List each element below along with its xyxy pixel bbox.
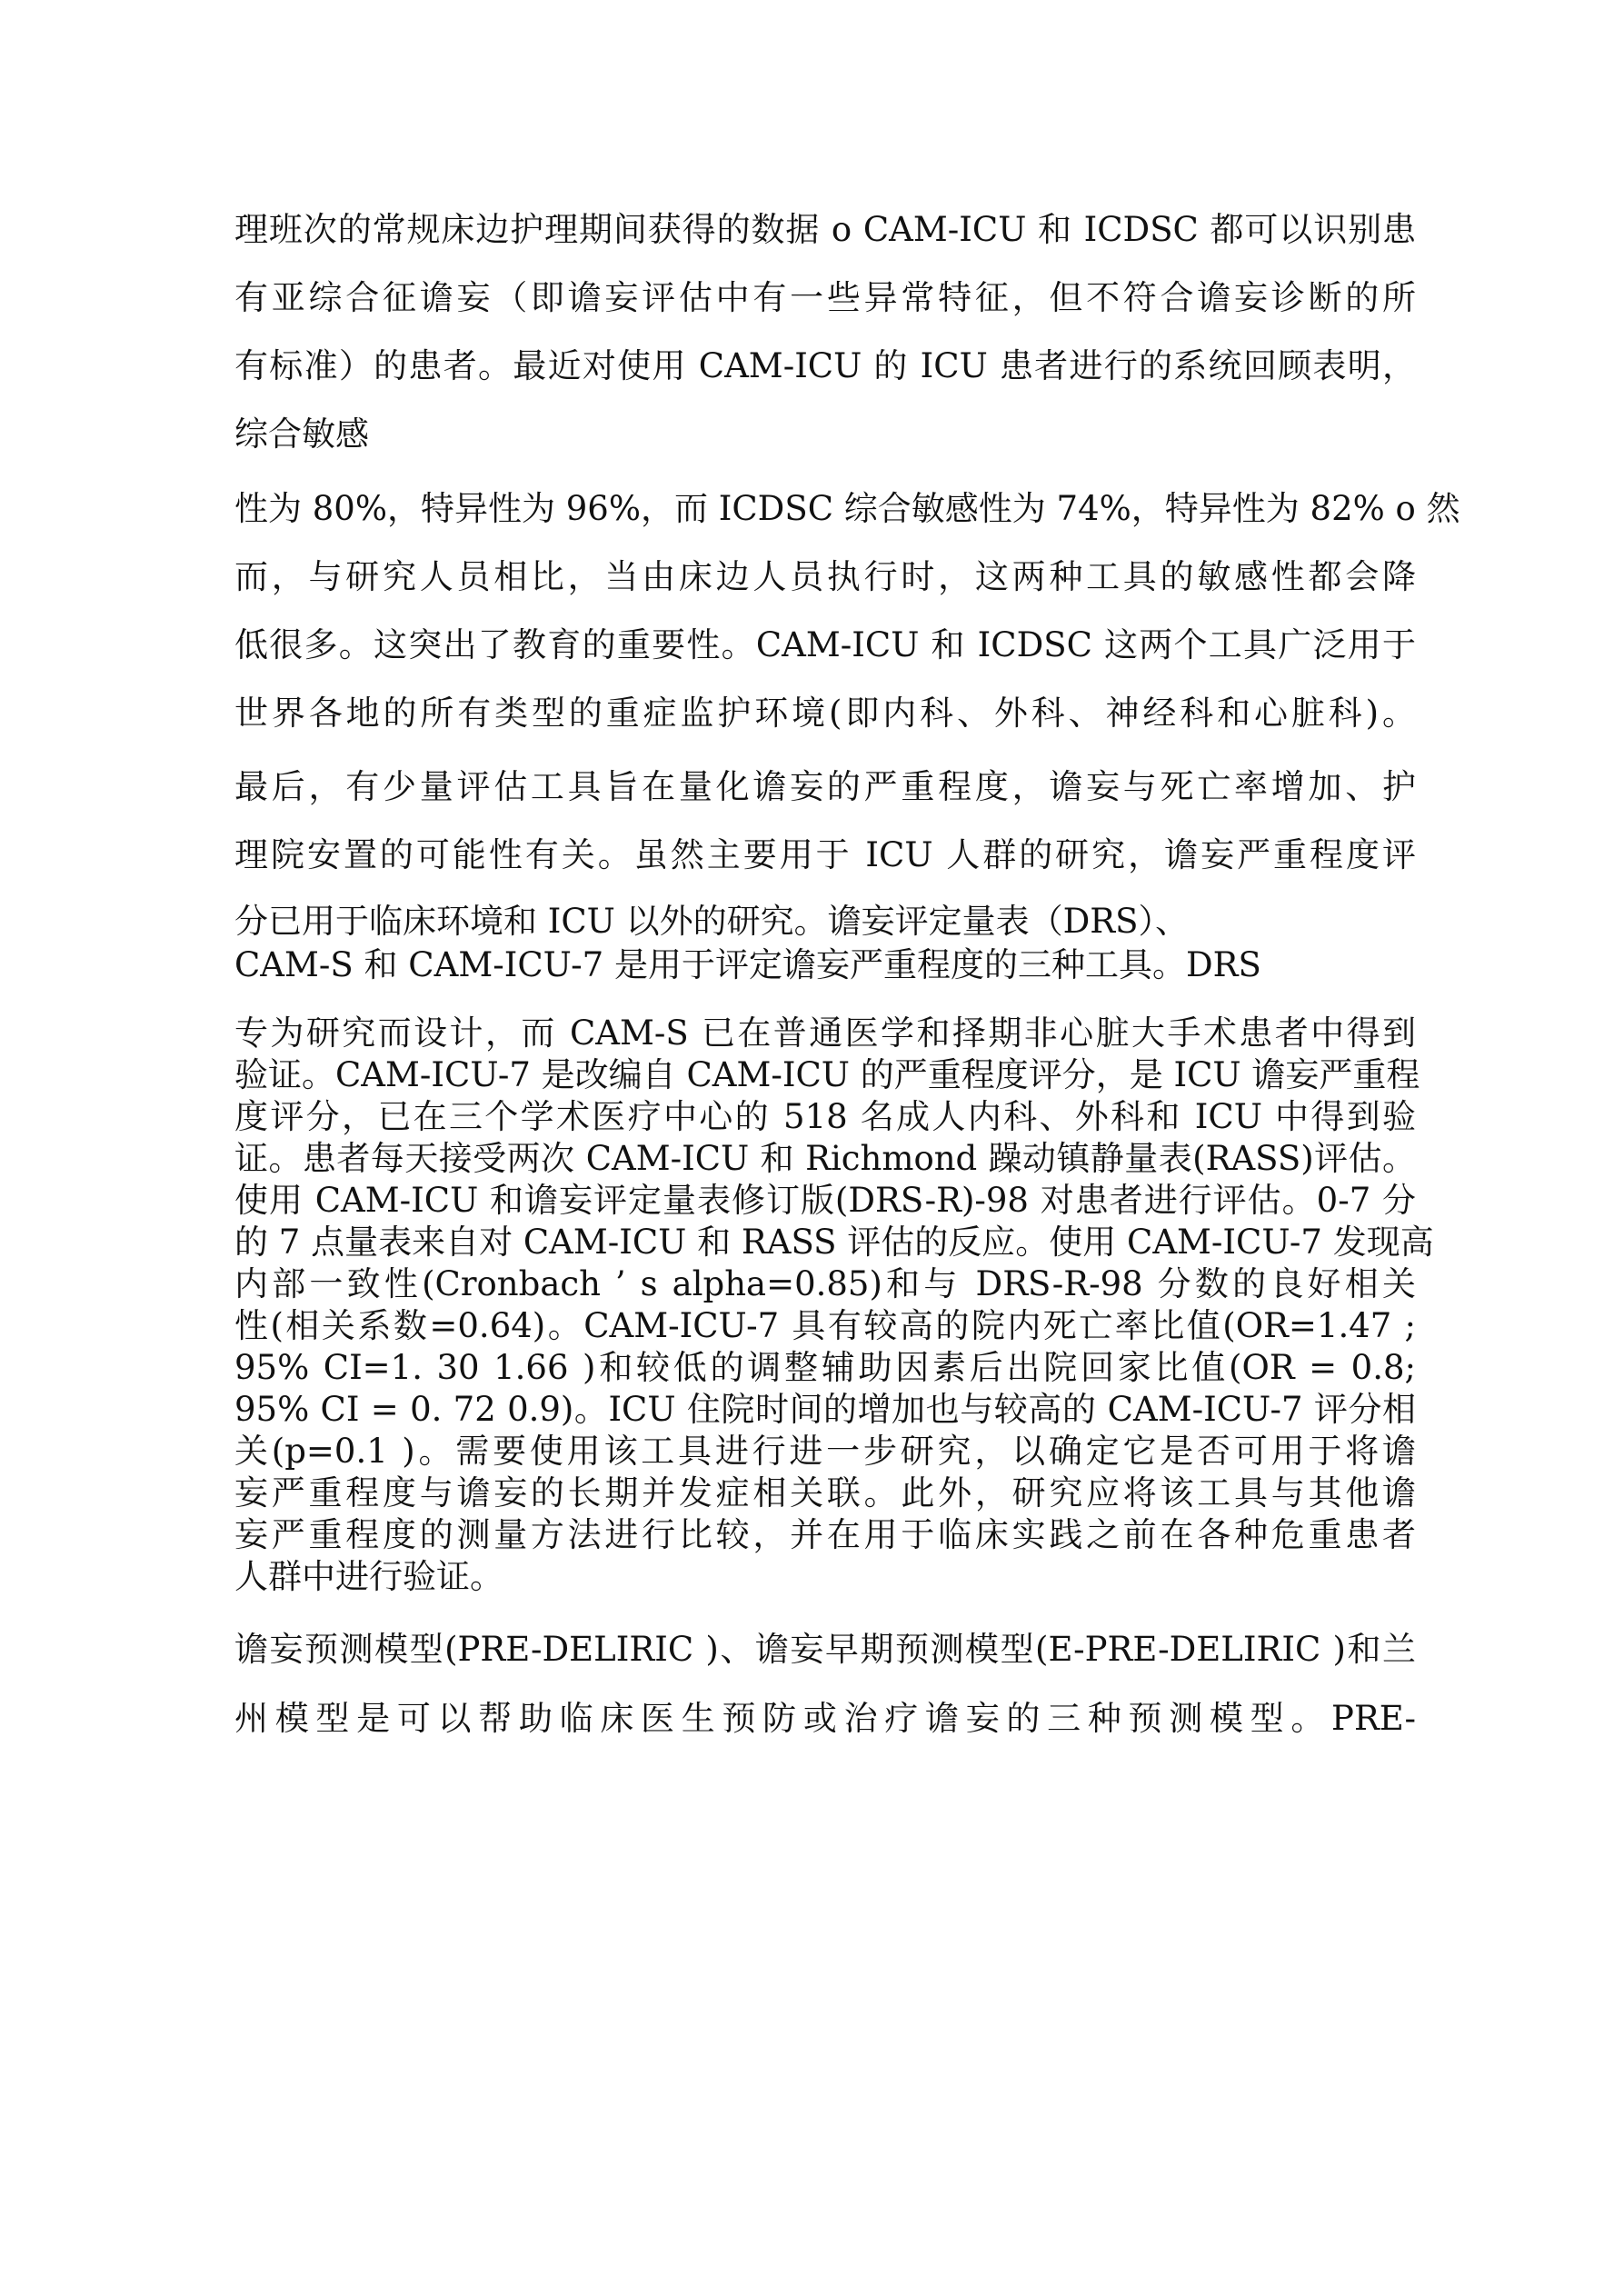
text-line: 人群中进行验证。 bbox=[234, 1557, 503, 1596]
text-line: 谵妄预测模型(PRE-DELIRIC )、谵妄早期预测模型(E-PRE-DELIRIC )和兰 bbox=[234, 1630, 1416, 1669]
text-line: 妄严重程度的测量方法进行比较，并在用于临床实践之前在各种危重患者 bbox=[234, 1515, 1416, 1554]
text-line: 理班次的常规床边护理期间获得的数据 o CAM-ICU 和 ICDSC 都可以识别患 bbox=[234, 210, 1416, 249]
text-line: 性为 80%，特异性为 96%，而 ICDSC 综合敏感性为 74%，特异性为 82% o 然 bbox=[234, 489, 1460, 528]
text-line: 95% CI=1. 30 1.66 )和较低的调整辅助因素后出院回家比值(OR = 0.8; bbox=[234, 1348, 1416, 1387]
text-line: 证。患者每天接受两次 CAM-ICU 和 Richmond 躁动镇静量表(RASS)评估。 bbox=[234, 1139, 1416, 1178]
text-line: 世界各地的所有类型的重症监护环境(即内科、外科、神经科和心脏科)。 bbox=[234, 694, 1416, 733]
text-line: 妄严重程度与谵妄的长期并发症相关联。此外，研究应将该工具与其他谵 bbox=[234, 1473, 1416, 1512]
text-line: 最后，有少量评估工具旨在量化谵妄的严重程度，谵妄与死亡率增加、护 bbox=[234, 767, 1416, 806]
text-line: 95% CI = 0. 72 0.9)。ICU 住院时间的增加也与较高的 CAM-ICU-7 评分相 bbox=[234, 1390, 1416, 1429]
text-line: CAM-S 和 CAM-ICU-7 是用于评定谵妄严重程度的三种工具。DRS bbox=[234, 945, 1261, 984]
text-line: 分已用于临床环境和 ICU 以外的研究。谵妄评定量表（DRS）、 bbox=[234, 902, 1189, 941]
text-line: 专为研究而设计，而 CAM-S 已在普通医学和择期非心脏大手术患者中得到 bbox=[234, 1013, 1416, 1053]
text-line: 综合敏感 bbox=[234, 414, 369, 454]
text-line: 性(相关系数=0.64)。CAM-ICU-7 具有较高的院内死亡率比值(OR=1.47 ; bbox=[234, 1306, 1416, 1345]
text-line: 低很多。这突出了教育的重要性。CAM-ICU 和 ICDSC 这两个工具广泛用于 bbox=[234, 625, 1416, 664]
text-line: 的 7 点量表来自对 CAM-ICU 和 RASS 评估的反应。使用 CAM-ICU-7 发现高 bbox=[234, 1223, 1434, 1262]
text-line: 验证。CAM-ICU-7 是改编自 CAM-ICU 的严重程度评分，是 ICU 谵妄严重程 bbox=[234, 1055, 1420, 1094]
text-line: 内部一致性(Cronbach ’ s alpha=0.85)和与 DRS-R-98 分数的良好相关 bbox=[234, 1264, 1416, 1303]
text-line: 理院安置的可能性有关。虽然主要用于 ICU 人群的研究，谵妄严重程度评 bbox=[234, 835, 1416, 874]
text-line: 使用 CAM-ICU 和谵妄评定量表修订版(DRS-R)-98 对患者进行评估。0-7 分 bbox=[234, 1181, 1416, 1220]
text-line: 有亚综合征谵妄（即谵妄评估中有一些异常特征，但不符合谵妄诊断的所 bbox=[234, 278, 1416, 317]
text-line: 而，与研究人员相比，当由床边人员执行时，这两种工具的敏感性都会降 bbox=[234, 557, 1416, 596]
text-line: 关(p=0.1 )。需要使用该工具进行进一步研究，以确定它是否可用于将谵 bbox=[234, 1432, 1416, 1471]
text-line: 州模型是可以帮助临床医生预防或治疗谵妄的三种预测模型。PRE- bbox=[234, 1699, 1416, 1738]
text-line: 度评分，已在三个学术医疗中心的 518 名成人内科、外科和 ICU 中得到验 bbox=[234, 1097, 1416, 1136]
text-line: 有标准）的患者。最近对使用 CAM-ICU 的 ICU 患者进行的系统回顾表明， bbox=[234, 346, 1416, 385]
